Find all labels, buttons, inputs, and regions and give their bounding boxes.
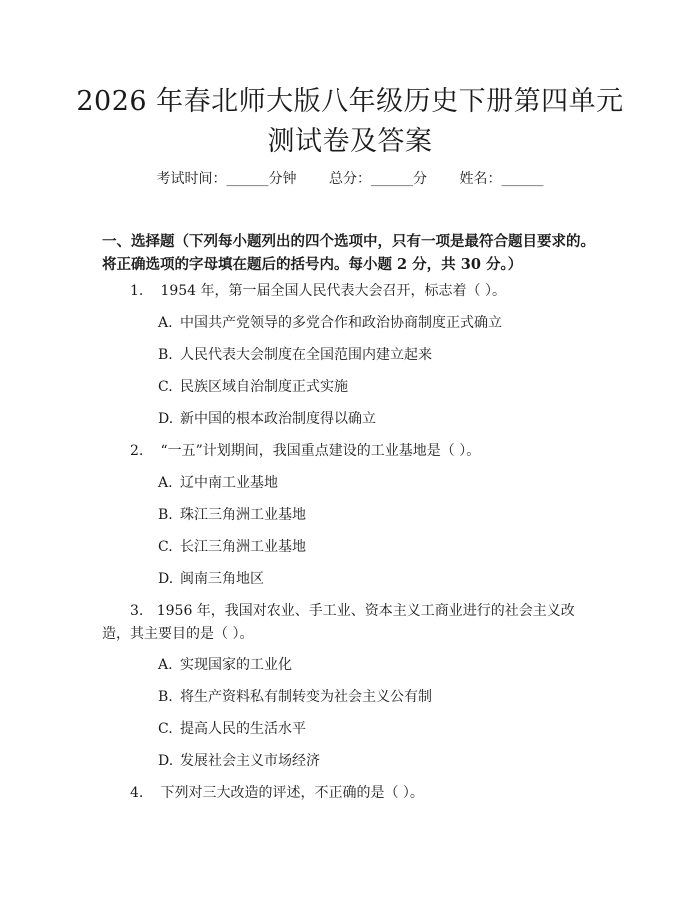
option-text: 辽中南工业基地 (180, 475, 278, 491)
option-text: 发展社会主义市场经济 (180, 753, 320, 769)
option-letter: B. (158, 689, 173, 705)
exam-time: 考试时间：______分钟 (156, 171, 297, 187)
option-1c (158, 377, 608, 397)
option-2c (158, 537, 608, 557)
option-letter: D. (158, 411, 174, 427)
question-1 (102, 280, 602, 303)
exam-meta (0, 170, 700, 188)
exam-score: 总分：______分 (329, 171, 427, 187)
question-3 (102, 600, 602, 646)
question-text: 1956 年，我国对农业、手工业、资本主义工商业进行的社会主义改造，其主要目的是（ ）。 (102, 603, 575, 642)
option-letter: A. (158, 475, 173, 491)
option-text: 实现国家的工业化 (180, 657, 292, 673)
option-letter: C. (158, 721, 173, 737)
option-letter: D. (158, 571, 174, 587)
option-text: 中国共产党领导的多党合作和政治协商制度正式确立 (180, 315, 502, 331)
question-number: 3. (130, 603, 144, 619)
option-letter: A. (158, 315, 173, 331)
option-3a (158, 655, 608, 675)
option-2d (158, 569, 608, 589)
option-3d (158, 751, 608, 771)
option-3b (158, 687, 608, 707)
question-number: 4. (130, 785, 144, 801)
option-2a (158, 473, 608, 493)
option-2b (158, 505, 608, 525)
question-4 (102, 782, 602, 805)
option-letter: A. (158, 657, 173, 673)
question-number: 2. (130, 443, 144, 459)
option-text: 长江三角洲工业基地 (180, 539, 306, 555)
title-line-2: 测试卷及答案 (267, 126, 433, 157)
option-text: 将生产资料私有制转变为社会主义公有制 (180, 689, 432, 705)
option-text: 民族区域自治制度正式实施 (180, 379, 348, 395)
question-text: 1954 年，第一届全国人民代表大会召开，标志着（ ）。 (160, 283, 506, 299)
option-text: 珠江三角洲工业基地 (180, 507, 306, 523)
option-1a (158, 313, 608, 333)
option-letter: C. (158, 379, 173, 395)
option-letter: D. (158, 753, 174, 769)
question-2 (102, 440, 602, 463)
question-text: 下列对三大改造的评述，不正确的是（ ）。 (160, 785, 424, 801)
option-letter: B. (158, 347, 173, 363)
question-number: 1. (130, 283, 144, 299)
exam-name: 姓名：______ (459, 171, 544, 187)
document-title (60, 82, 640, 162)
option-letter: C. (158, 539, 173, 555)
title-line-1: 2026 年春北师大版八年级历史下册第四单元 (76, 86, 624, 117)
option-text: 新中国的根本政治制度得以确立 (180, 411, 376, 427)
option-text: 提高人民的生活水平 (180, 721, 306, 737)
option-3c (158, 719, 608, 739)
option-text: 人民代表大会制度在全国范围内建立起来 (180, 347, 432, 363)
option-letter: B. (158, 507, 173, 523)
section-heading: 一、选择题（下列每小题列出的四个选项中，只有一项是最符合题目要求的。将正确选项的字母填在题后的括号内。每小题 2 分，共 30 分。） (102, 233, 595, 273)
option-1d (158, 409, 608, 429)
option-text: 闽南三角地区 (180, 571, 264, 587)
question-text: “一五”计划期间，我国重点建设的工业基地是（ ）。 (160, 443, 481, 459)
option-1b (158, 345, 608, 365)
